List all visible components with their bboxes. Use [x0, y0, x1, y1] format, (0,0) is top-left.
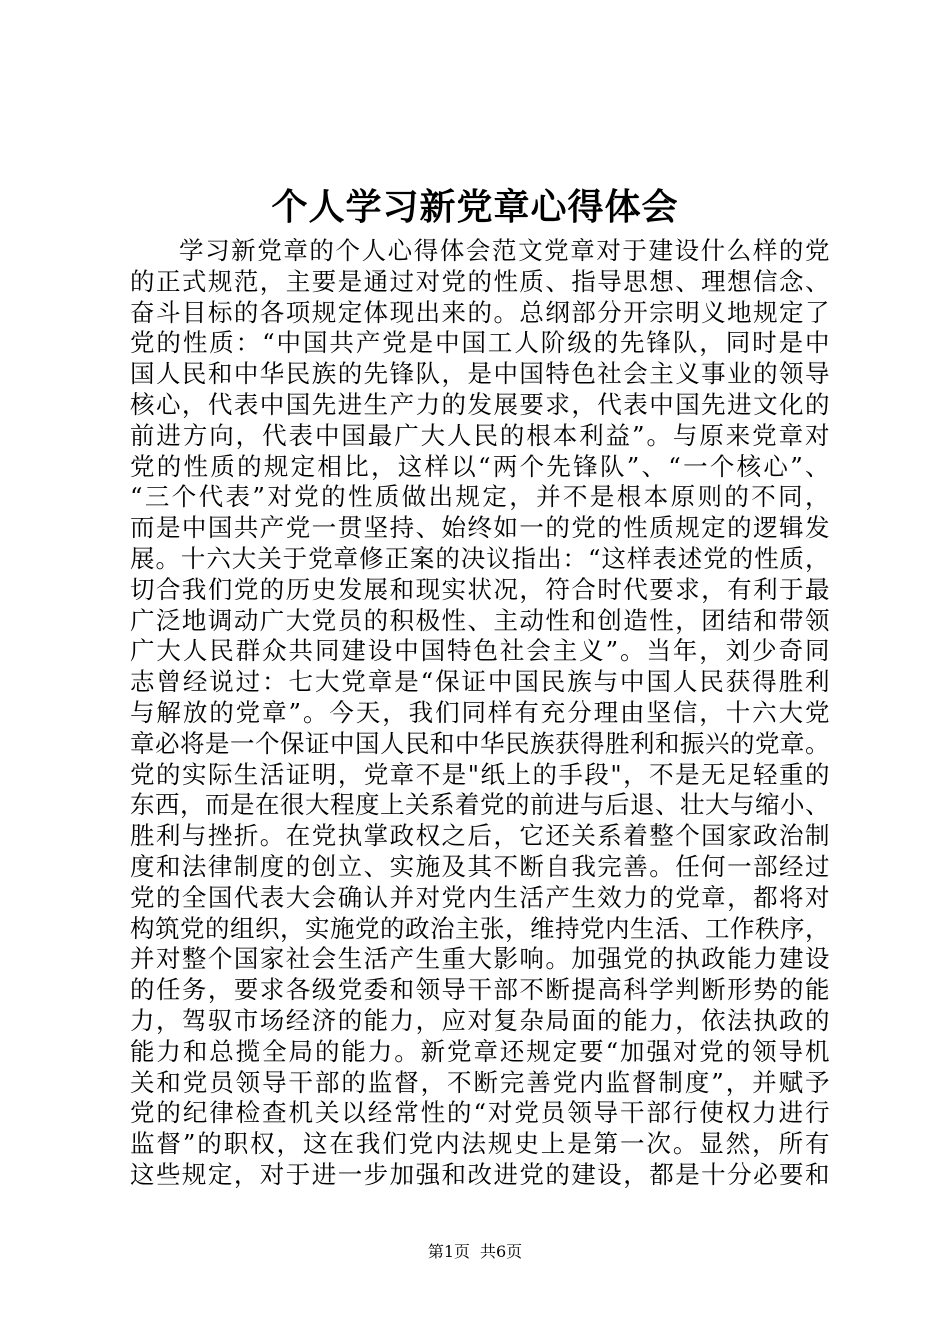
- body-line: 切合我们党的历史发展和现实状况，符合时代要求，有利于最: [130, 574, 830, 604]
- body-line: 学习新党章的个人心得体会范文党章对于建设什么样的党: [179, 236, 830, 265]
- body-line: 构筑党的组织，实施党的政治主张，维持党内生活、工作秩序，: [130, 913, 830, 943]
- body-line: 核心，代表中国先进生产力的发展要求，代表中国先进文化的: [130, 389, 830, 419]
- body-line: 党的性质：“中国共产党是中国工人阶级的先锋队，同时是中: [130, 328, 830, 358]
- body-line: 能力和总揽全局的能力。新党章还规定要“加强对党的领导机: [130, 1036, 830, 1066]
- body-line: 的正式规范，主要是通过对党的性质、指导思想、理想信念、: [130, 266, 830, 296]
- body-line: 并对整个国家社会生活产生重大影响。加强党的执政能力建设: [130, 944, 830, 974]
- page-number-total: 共6页: [480, 1242, 523, 1261]
- body-line: 与解放的党章”。今天，我们同样有充分理由坚信，十六大党: [130, 697, 830, 727]
- body-line: 胜利与挫折。在党执掌政权之后，它还关系着整个国家政治制: [130, 821, 830, 851]
- body-line: 党的实际生活证明，党章不是"纸上的手段"，不是无足轻重的: [130, 759, 830, 789]
- document-title: 个人学习新党章心得体会: [271, 186, 679, 228]
- body-line: 广泛地调动广大党员的积极性、主动性和创造性，团结和带领: [130, 605, 830, 635]
- body-line: “三个代表”对党的性质做出规定，并不是根本原则的不同，: [130, 482, 830, 512]
- body-line: 国人民和中华民族的先锋队，是中国特色社会主义事业的领导: [130, 359, 830, 389]
- body-line: 度和法律制度的创立、实施及其不断自我完善。任何一部经过: [130, 851, 830, 881]
- body-line: 志曾经说过：七大党章是“保证中国民族与中国人民获得胜利: [130, 667, 830, 697]
- body-line: 东西，而是在很大程度上关系着党的前进与后退、壮大与缩小、: [130, 790, 830, 820]
- body-line: 关和党员领导干部的监督，不断完善党内监督制度”，并赋予: [130, 1067, 830, 1097]
- body-line: 党的全国代表大会确认并对党内生活产生效力的党章，都将对: [130, 882, 830, 912]
- body-line: 党的纪律检查机关以经常性的“对党员领导干部行使权力进行: [130, 1098, 830, 1128]
- body-line: 广大人民群众共同建设中国特色社会主义”。当年，刘少奇同: [130, 636, 830, 666]
- body-line: 力，驾驭市场经济的能力，应对复杂局面的能力，依法执政的: [130, 1005, 830, 1035]
- body-line: 展。十六大关于党章修正案的决议指出：“这样表述党的性质，: [130, 543, 830, 573]
- body-line: 党的性质的规定相比，这样以“两个先锋队”、“一个核心”、: [130, 451, 830, 481]
- body-line: 这些规定，对于进一步加强和改进党的建设，都是十分必要和: [130, 1159, 830, 1189]
- body-line: 的任务，要求各级党委和领导干部不断提高科学判断形势的能: [130, 975, 830, 1005]
- body-line: 而是中国共产党一贯坚持、始终如一的党的性质规定的逻辑发: [130, 513, 830, 543]
- page-number-current: 第1页: [427, 1242, 470, 1261]
- document-body: [130, 236, 830, 1191]
- body-line: 章必将是一个保证中国人民和中华民族获得胜利和振兴的党章。: [130, 728, 830, 758]
- body-line: 监督”的职权，这在我们党内法规史上是第一次。显然，所有: [130, 1129, 830, 1159]
- body-line: 前进方向，代表中国最广大人民的根本利益”。与原来党章对: [130, 420, 830, 450]
- body-line: 奋斗目标的各项规定体现出来的。总纲部分开宗明义地规定了: [130, 297, 830, 327]
- page-footer: [0, 1240, 950, 1264]
